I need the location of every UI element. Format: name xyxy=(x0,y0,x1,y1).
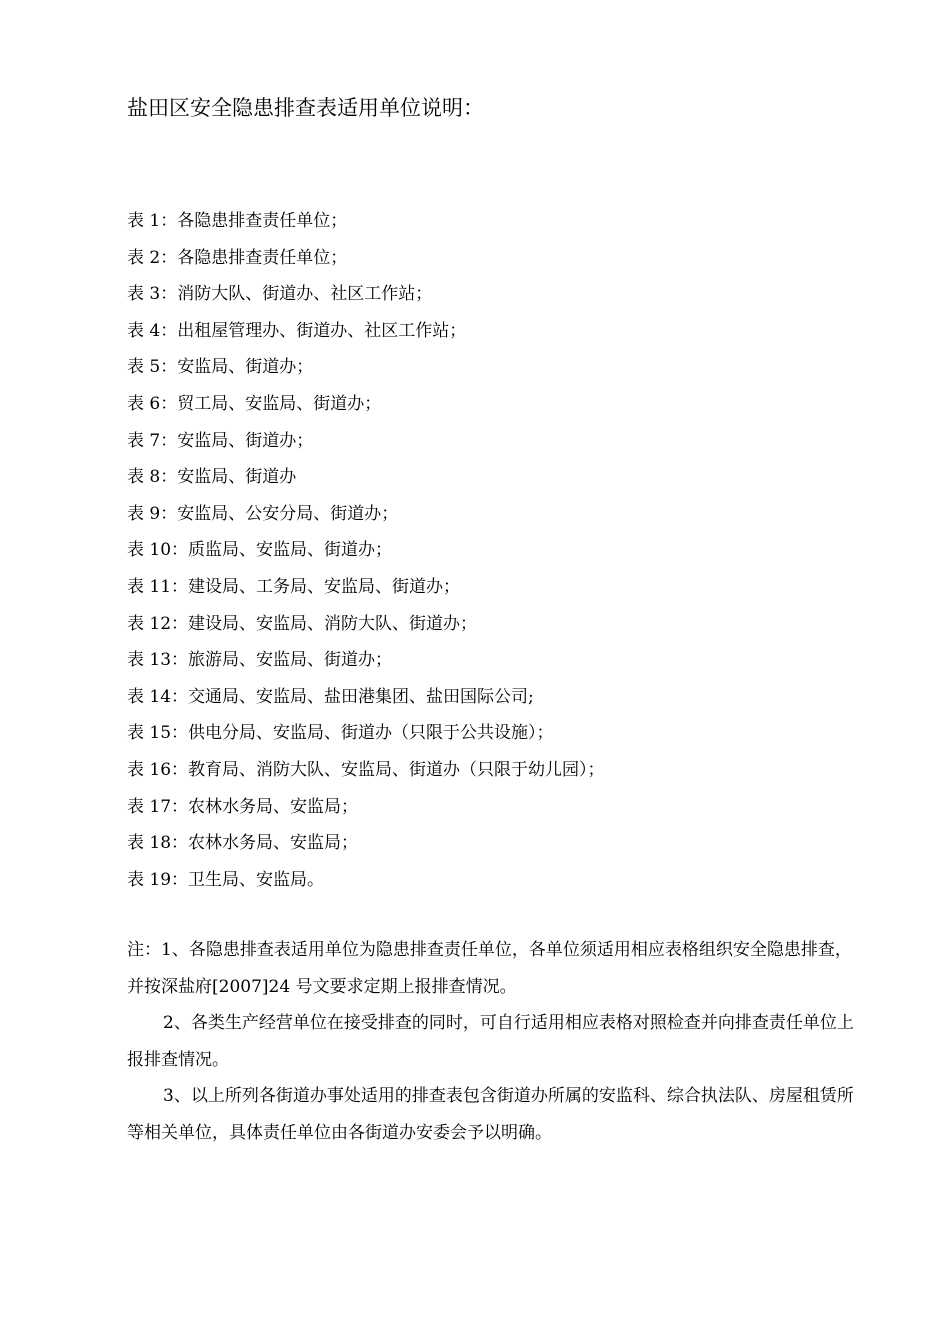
list-item: 表 11：建设局、工务局、安监局、街道办； xyxy=(127,576,461,597)
list-item: 表 12：建设局、安监局、消防大队、街道办； xyxy=(127,613,478,634)
list-item: 表 15：供电分局、安监局、街道办（只限于公共设施）； xyxy=(127,723,554,744)
list-item: 表 1：各隐患排查责任单位； xyxy=(127,211,348,231)
table-applicability-list xyxy=(127,203,605,898)
note-paragraph-1: 注：1、各隐患排查表适用单位为隐患排查责任单位，各单位须适用相应表格组织安全隐患排查，并按深盐府[2007]24 号文要求定期上报排查情况。 xyxy=(127,940,852,997)
note-paragraph-3: 3、以上所列各街道办事处适用的排查表包含街道办所属的安监科、综合执法队、房屋租赁所等相关单位，具体责任单位由各街道办安委会予以明确。 xyxy=(127,1086,854,1143)
list-item: 表 2：各隐患排查责任单位； xyxy=(127,247,348,268)
list-item: 表 18：农林水务局、安监局； xyxy=(127,833,359,854)
note-paragraph-2: 2、各类生产经营单位在接受排查的同时，可自行适用相应表格对照检查并向排查责任单位上报排查情况。 xyxy=(127,1013,854,1070)
list-item: 表 3：消防大队、街道办、社区工作站； xyxy=(127,284,433,305)
list-item: 表 4：出租屋管理办、街道办、社区工作站； xyxy=(127,320,467,341)
list-item: 表 7：安监局、街道办； xyxy=(127,430,314,451)
list-item: 表 19：卫生局、安监局。 xyxy=(127,869,325,890)
list-item: 表 8：安监局、街道办 xyxy=(127,467,297,488)
document-title: 盐田区安全隐患排查表适用单位说明： xyxy=(127,96,484,120)
list-item: 表 14：交通局、安监局、盐田港集团、盐田国际公司; xyxy=(127,686,534,707)
list-item: 表 6：贸工局、安监局、街道办； xyxy=(127,393,382,414)
list-item: 表 9：安监局、公安分局、街道办； xyxy=(127,503,399,524)
list-item: 表 16：教育局、消防大队、安监局、街道办（只限于幼儿园）； xyxy=(127,759,605,780)
list-item: 表 17：农林水务局、安监局； xyxy=(127,796,359,817)
list-item: 表 13：旅游局、安监局、街道办； xyxy=(127,650,393,671)
list-item: 表 5：安监局、街道办； xyxy=(127,357,314,378)
list-item: 表 10：质监局、安监局、街道办； xyxy=(127,540,393,561)
notes-section xyxy=(127,932,862,1151)
